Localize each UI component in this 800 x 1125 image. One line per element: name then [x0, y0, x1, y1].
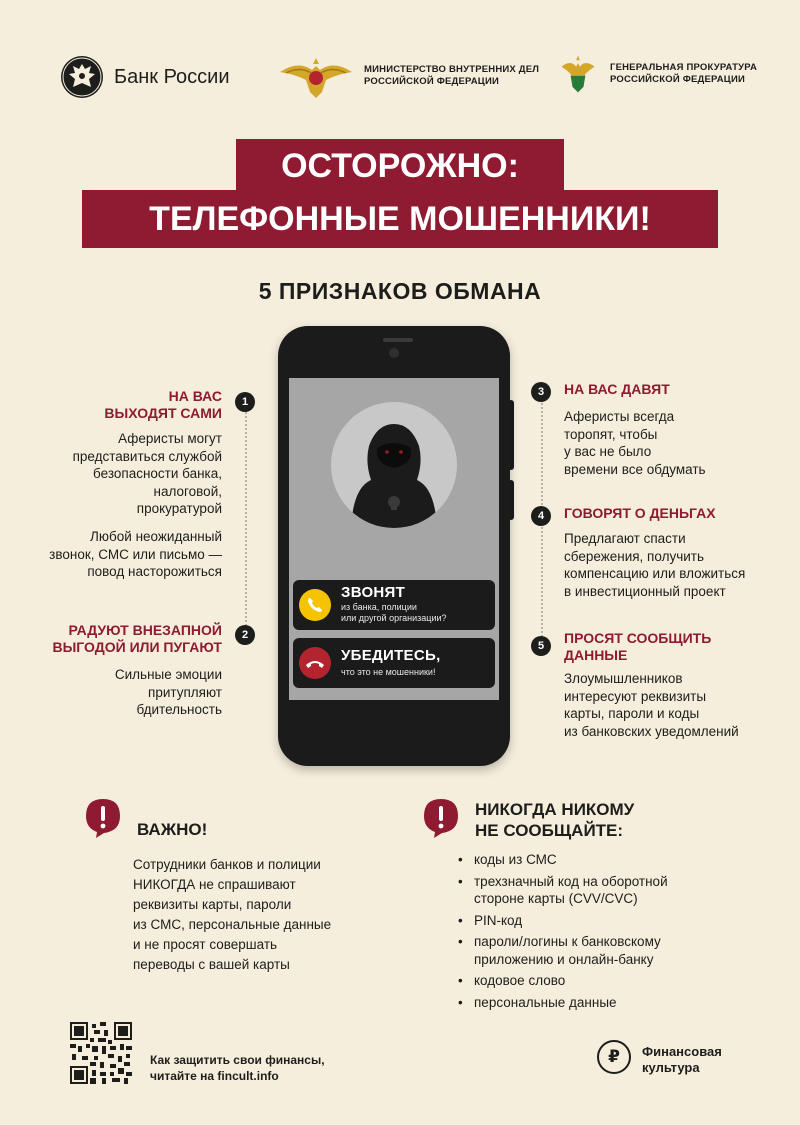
mvd-emblem-icon [278, 52, 354, 100]
phone-decline-icon [299, 647, 331, 679]
bank-name: Банк России [114, 65, 230, 88]
phone-accept-icon [299, 589, 331, 621]
bank-of-russia-logo [60, 55, 230, 99]
accept-call-button[interactable] [299, 589, 331, 621]
sign-3-text: Аферисты всегда торопят, чтобы у вас не было времени все обдумать [564, 409, 706, 477]
verify-card [293, 638, 495, 688]
dotted-connector [245, 412, 247, 630]
sign-number-1: 1 [235, 392, 255, 412]
footer-text [150, 1052, 325, 1084]
sign-4-heading: ГОВОРЯТ О ДЕНЬГАХ [564, 505, 716, 521]
sign-5-heading: ПРОСЯТ СООБЩИТЬ ДАННЫЕ [564, 630, 712, 663]
never-title: НИКОГДА НИКОМУ НЕ СООБЩАЙТЕ: [475, 800, 635, 840]
title-line-2: ТЕЛЕФОННЫЕ МОШЕННИКИ! [82, 190, 718, 248]
verify-title: УБЕДИТЕСЬ, [341, 647, 441, 664]
title-line-1: ОСТОРОЖНО: [236, 139, 564, 193]
sign-4-text: Предлагают спасти сбережения, получить компенсацию или вложиться в инвестиционный проект [564, 531, 746, 599]
sign-1-text: Аферисты могут представиться службой безопасности банка, налоговой, прокуратурой [72, 431, 222, 516]
never-list [456, 851, 756, 1015]
important-title: ВАЖНО! [137, 820, 208, 839]
sign-5-text: Злоумышленников интересуют реквизиты карты, пароли и коды из банковских уведомлений [564, 671, 739, 739]
list-item: • кодовое слово [456, 972, 756, 990]
exclamation-icon [82, 797, 124, 839]
ruble-icon: ₽ [597, 1040, 631, 1074]
footer-line-1: Как защитить свои финансы, [150, 1053, 325, 1067]
caller-avatar [331, 402, 457, 528]
footer-line-2 [150, 1068, 325, 1084]
mvd-name: МИНИСТЕРСТВО ВНУТРЕННИХ ДЕЛ РОССИЙСКОЙ ФЕДЕРАЦИИ [364, 64, 540, 87]
sign-number-5: 5 [531, 636, 551, 656]
call-title: ЗВОНЯТ [341, 584, 406, 601]
sign-number-3: 3 [531, 382, 551, 402]
incoming-call-card [293, 580, 495, 630]
prosecutor-logo [556, 52, 757, 96]
important-text: Сотрудники банков и полиции НИКОГДА не спрашивают реквизиты карты, пароли из СМС, персональные данные и не просят совершать переводы с вашей карты [133, 857, 332, 972]
call-subtitle: из банка, полиции или другой организации? [341, 602, 447, 623]
sign-1-text-extra: Любой неожиданный звонок, СМС или письмо — повод насторожиться [49, 529, 222, 579]
prosecutor-name: ГЕНЕРАЛЬНАЯ ПРОКУРАТУРА РОССИЙСКОЙ ФЕДЕРАЦИИ [610, 62, 758, 85]
sign-number-4: 4 [531, 506, 551, 526]
list-item: • коды из СМС [456, 851, 756, 869]
footer-prefix: читайте на [150, 1069, 218, 1083]
list-item: • пароли/логины к банковскому приложению и онлайн-банку [456, 933, 756, 968]
sign-2-heading: РАДУЮТ ВНЕЗАПНОЙ ВЫГОДОЙ ИЛИ ПУГАЮТ [52, 622, 222, 655]
qr-code-icon[interactable] [70, 1022, 132, 1084]
phone-speaker [383, 338, 413, 342]
exclamation-icon [420, 797, 462, 839]
prosecutor-emblem-icon [556, 52, 600, 96]
bank-russia-emblem-icon [60, 55, 104, 99]
list-item: • персональные данные [456, 994, 756, 1012]
sign-2-text: Сильные эмоции притупляют бдительность [114, 667, 222, 717]
brand-name: Финансовая культура [642, 1044, 722, 1075]
hacker-icon [331, 402, 457, 528]
fincult-link[interactable]: fincult.info [217, 1069, 279, 1083]
verify-subtitle: что это не мошенники! [341, 667, 436, 677]
sign-3-heading: НА ВАС ДАВЯТ [564, 381, 670, 397]
list-item: • PIN-код [456, 912, 756, 930]
subtitle: 5 ПРИЗНАКОВ ОБМАНА [258, 278, 542, 304]
phone-camera [389, 348, 399, 358]
sign-number-2: 2 [235, 625, 255, 645]
list-item: • трехзначный код на оборотной стороне карты (CVV/CVC) [456, 873, 756, 908]
decline-call-button[interactable] [299, 647, 331, 679]
sign-1-heading: НА ВАС ВЫХОДЯТ САМИ [104, 388, 222, 421]
mvd-logo [278, 52, 539, 100]
